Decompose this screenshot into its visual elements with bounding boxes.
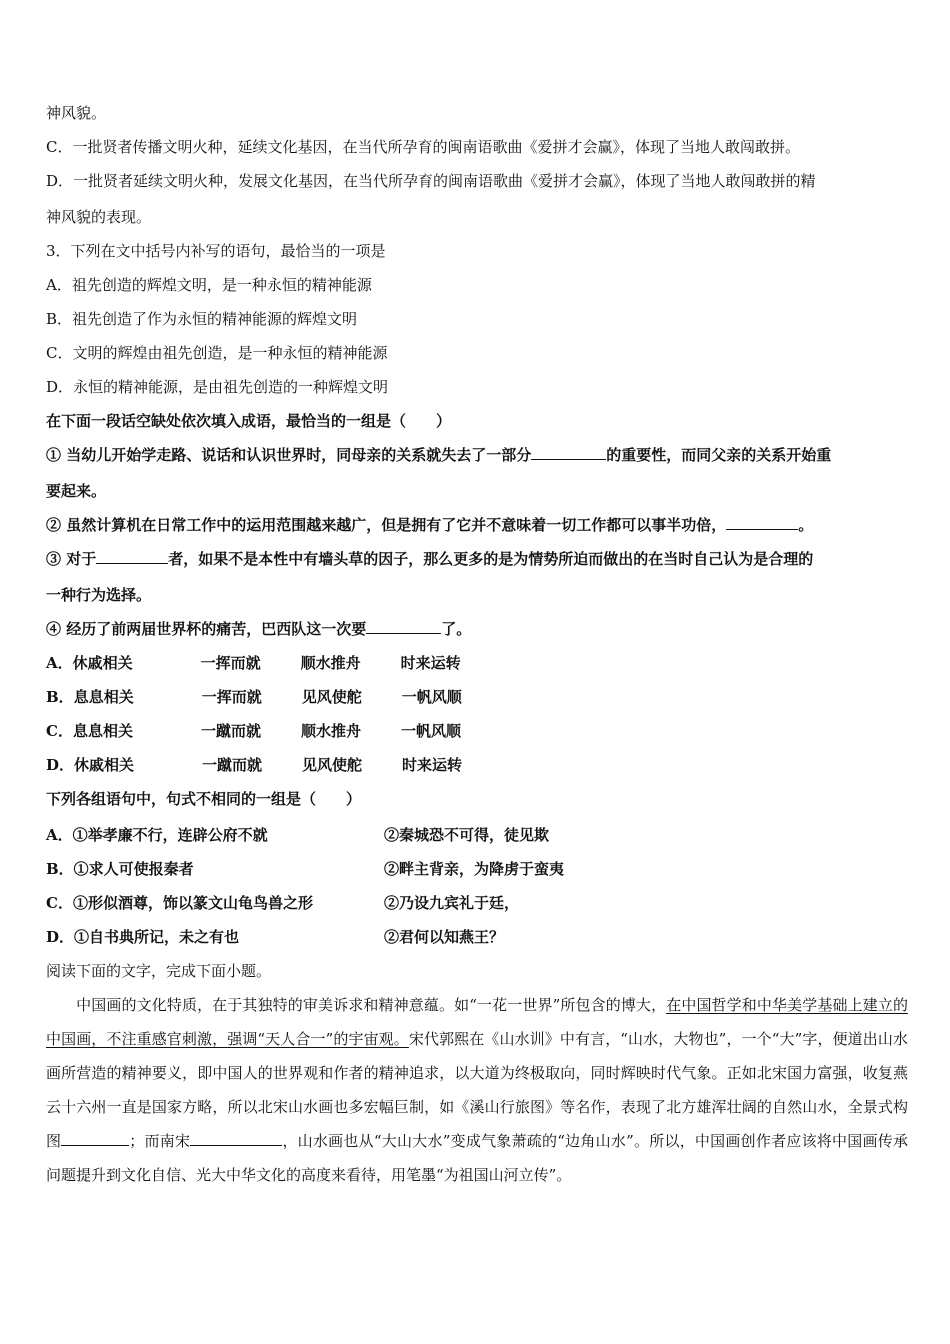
idiom-sentence-4 (46, 619, 471, 639)
passage-text-4: ，山水画也从“大山大水”变成气象萧疏的“边角山水”。所以，中国画创作者应该将中国画传承问题提升到文化自信、光大中华文化的高度来看待，用笔墨“为祖国山河立传”。 (46, 1132, 908, 1184)
idiom-sentence-3 (46, 549, 813, 569)
idiom-s3-part-c: 一种行为选择。 (46, 586, 152, 604)
blank-2 (726, 515, 798, 530)
option-word: 见风使舵 (302, 756, 363, 774)
option-word: 一挥而就 (201, 688, 262, 706)
option-word: 时来运转 (402, 756, 463, 774)
option-word: 一帆风顺 (401, 688, 462, 706)
idiom-q-stem: 在下面一段话空缺处依次填入成语，最恰当的一组是（ ） (46, 412, 452, 430)
option-label: D． (46, 756, 75, 774)
idiom-s1-part-b: 的重要性，而同父亲的关系开始重 (606, 446, 832, 464)
option-word: 见风使舵 (301, 688, 362, 706)
passage-text-2: 宋代郭熙在《山水训》中有言，“山水，大物也”，一个“大”字，便道出山水画所营造的精神要义，即中国人的世界观和作者的精神追求，以大道为终极取向，同时辉映时代气象。正如北宋国力富强，收复燕云十六州一直是国家方略，所以北宋山水画也多宏幅巨制，如《溪山行旅图》等名作，表现了北方雄浑壮阔的自然山水，全景式构图 (46, 1030, 908, 1150)
q3-option-a: A．祖先创造的辉煌文明，是一种永恒的精神能源 (46, 276, 372, 294)
idiom-option-b (46, 687, 462, 707)
syntax-option-part-2: ②乃设九宾礼于廷， (384, 894, 520, 912)
idiom-s2-part-a: ② 虽然计算机在日常工作中的运用范围越来越广，但是拥有了它并不意味着一切工作都可以事半功倍， (46, 516, 727, 534)
idiom-s1-part-a: ① 当幼儿开始学走路、说话和认识世界时，同母亲的关系就失去了一部分 (46, 446, 532, 464)
idiom-sentence-2 (46, 515, 813, 535)
idiom-s3-part-a: ③ 对于 (46, 550, 97, 568)
blank-4 (366, 619, 441, 634)
syntax-option-part-2: ②君何以知燕王？ (384, 928, 505, 946)
passage-text-3: ；而南宋 (129, 1132, 191, 1150)
idiom-option-c (46, 721, 461, 741)
syntax-option-b (46, 859, 564, 879)
idiom-s4-part-b: 了。 (441, 620, 472, 638)
idiom-s4-part-a: ④ 经历了前两届世界杯的痛苦，巴西队这一次要 (46, 620, 367, 638)
blank-3 (96, 549, 168, 564)
syntax-option-c (46, 893, 519, 913)
option-label: B． (46, 688, 74, 706)
option-word: 休戚相关 (72, 654, 133, 672)
passage-underlined-sentence: 在中国哲学和中华美学基础上建立的中国画，不注重感官刺激，强调“天人合一”的宇宙观。 (46, 996, 908, 1048)
prev-option-d-line2: 神风貌的表现。 (46, 208, 152, 226)
syntax-option-part-1: A．①举孝廉不行，连辟公府不就 (46, 826, 268, 844)
reading-passage (46, 988, 908, 1192)
syntax-option-part-1: D．①自书典所记，未之有也 (46, 928, 240, 946)
syntax-option-part-2: ②秦城恐不可得，徒见欺 (384, 826, 550, 844)
passage-blank-2 (190, 1131, 282, 1146)
q3-option-c: C．文明的辉煌由祖先创造，是一种永恒的精神能源 (46, 344, 388, 362)
idiom-s1-part-c: 要起来。 (46, 482, 107, 500)
syntax-option-part-1: C．①形似酒尊，饰以篆文山龟鸟兽之形 (46, 894, 313, 912)
idiom-option-a (46, 653, 461, 673)
option-label: C． (46, 722, 73, 740)
option-word: 一挥而就 (200, 654, 261, 672)
option-word: 休戚相关 (74, 756, 135, 774)
idiom-option-d (46, 755, 462, 775)
prev-option-d-line1: D．一批贤者延续文明火种，发展文化基因，在当代所孕育的闽南语歌曲《爱拼才会赢》，体现了当地人敢闯敢拼的精 (46, 172, 816, 190)
option-word: 息息相关 (73, 688, 134, 706)
option-word: 息息相关 (72, 722, 133, 740)
syntax-option-a (46, 825, 549, 845)
option-word: 顺水推舟 (300, 654, 361, 672)
q3-option-d: D．永恒的精神能源，是由祖先创造的一种辉煌文明 (46, 378, 389, 396)
syntax-option-part-1: B．①求人可使报秦者 (46, 860, 194, 878)
passage-text-1: 中国画的文化特质，在于其独特的审美诉求和精神意蕴。如“一花一世界”所包含的博大， (76, 996, 667, 1014)
option-word: 时来运转 (400, 654, 461, 672)
prev-option-c: C．一批贤者传播文明火种，延续文化基因，在当代所孕育的闽南语歌曲《爱拼才会赢》，体现了当地人敢闯敢拼。 (46, 138, 800, 156)
syntax-q-stem: 下列各组语句中，句式不相同的一组是（ ） (46, 790, 362, 808)
idiom-s3-part-b: 者，如果不是本性中有墙头草的因子，那么更多的是为情势所迫而做出的在当时自己认为是合理的 (168, 550, 814, 568)
idiom-sentence-1 (46, 445, 831, 465)
q3-option-b: B．祖先创造了作为永恒的精神能源的辉煌文明 (46, 310, 358, 328)
syntax-option-part-2: ②畔主背亲，为降虏于蛮夷 (384, 860, 565, 878)
passage-blank-1 (61, 1131, 129, 1146)
syntax-option-d (46, 927, 504, 947)
option-word: 顺水推舟 (300, 722, 361, 740)
option-word: 一帆风顺 (400, 722, 461, 740)
option-word: 一蹴而就 (200, 722, 261, 740)
blank-1 (531, 445, 606, 460)
option-label: A． (46, 654, 73, 672)
q3-stem: 3．下列在文中括号内补写的语句，最恰当的一项是 (46, 242, 386, 260)
prev-option-b-tail: 神风貌。 (46, 104, 107, 122)
idiom-s2-part-b: 。 (798, 516, 814, 534)
reading-intro: 阅读下面的文字，完成下面小题。 (46, 962, 272, 980)
option-word: 一蹴而就 (202, 756, 263, 774)
